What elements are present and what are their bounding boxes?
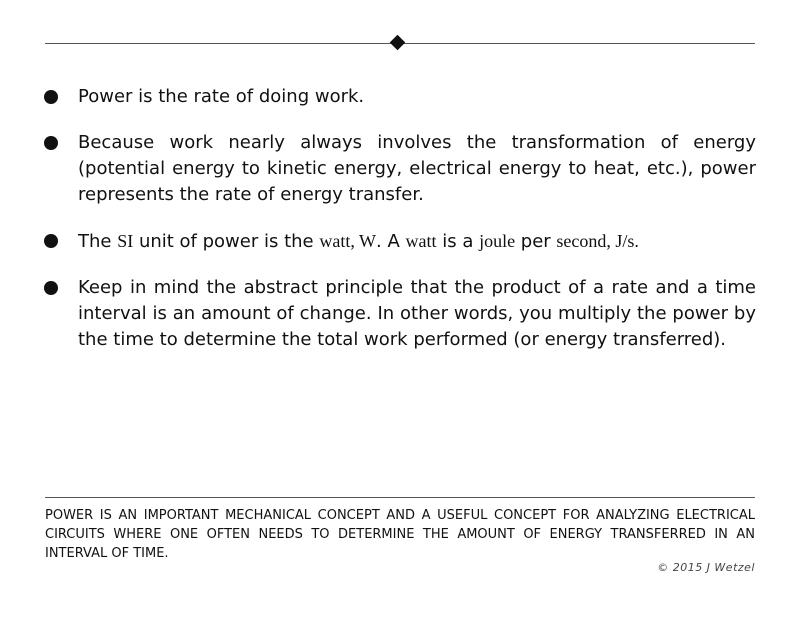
footer-note: POWER IS AN IMPORTANT MECHANICAL CONCEPT AND A USEFUL CONCEPT FOR ANALYZING ELECTRICAL CIRCUITS WHERE ONE OFTEN NEEDS TO DETERMINE THE AMOUNT OF ENERGY TRANSFERRED IN AN INTERVAL OF TIME. xyxy=(45,508,755,561)
diamond-ornament-icon xyxy=(390,35,406,51)
bullet-item-si-unit xyxy=(44,228,756,255)
second-term: second xyxy=(556,231,607,251)
bullet-text: Power is the rate of doing work. xyxy=(78,86,365,107)
bullet-item-rate-principle xyxy=(44,275,756,353)
bullet-item-energy-transfer xyxy=(44,130,756,208)
joule-per-second-symbol: J/s xyxy=(615,231,635,251)
bullet-list xyxy=(44,84,756,373)
text-segment: , xyxy=(606,231,616,251)
text-segment: . A xyxy=(376,231,406,252)
watt-symbol: W xyxy=(359,231,377,251)
bullet-dot-icon xyxy=(44,281,58,295)
joule-term: joule xyxy=(479,231,516,251)
watt-term: watt xyxy=(405,231,437,251)
bullet-dot-icon xyxy=(44,234,58,248)
text-segment: per xyxy=(515,231,557,252)
watt-term: watt xyxy=(319,231,351,251)
bullet-dot-icon xyxy=(44,136,58,150)
bullet-text: Keep in mind the abstract principle that the product of a rate and a time interval is an amount of change. In other words, you multiply the power by the time to determine the total work performed (or energy transferred). xyxy=(78,277,756,350)
text-segment: is a xyxy=(436,231,480,252)
text-segment: . xyxy=(634,231,639,251)
text-segment: , xyxy=(350,231,360,251)
text-segment: The xyxy=(78,231,118,252)
copyright-notice: © 2015 J Wetzel xyxy=(657,561,755,574)
bullet-dot-icon xyxy=(44,90,58,104)
bottom-divider xyxy=(45,497,755,498)
bullet-text xyxy=(78,231,639,252)
text-segment: unit of power is the xyxy=(133,231,320,252)
bullet-text: Because work nearly always involves the transformation of energy (potential energy to kinetic energy, electrical energy to heat, etc.), power represents the rate of energy transfer. xyxy=(78,132,756,205)
si-term: SI xyxy=(117,231,134,251)
bullet-item-power-definition xyxy=(44,84,756,110)
